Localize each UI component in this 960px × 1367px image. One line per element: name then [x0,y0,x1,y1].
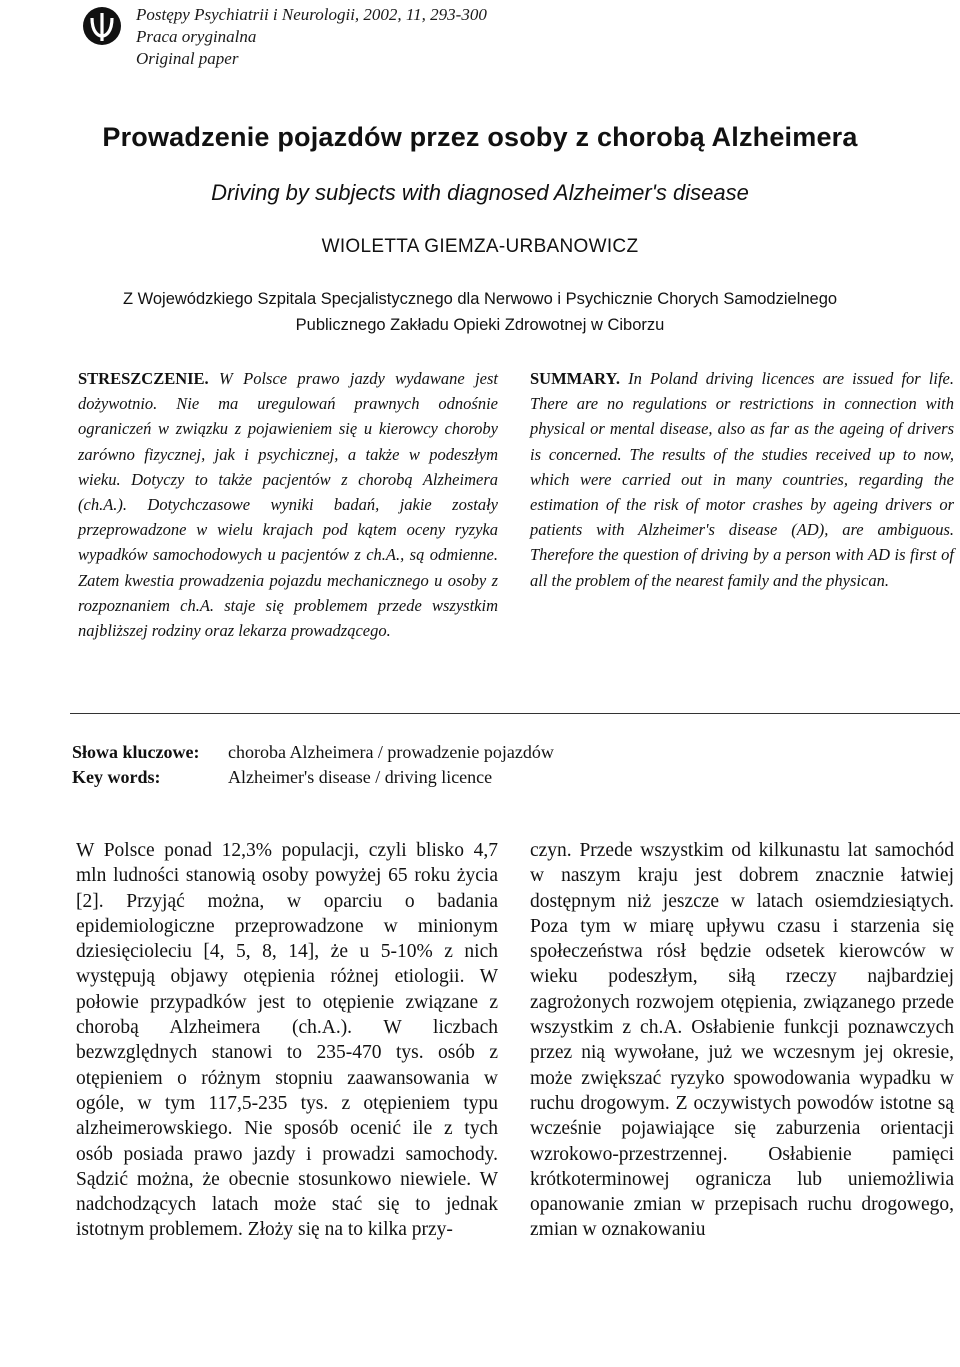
keywords-english-label: Key words: [72,767,161,787]
keywords-polish-label: Słowa kluczowe: [72,742,200,762]
article-subtitle: Driving by subjects with diagnosed Alzheimer's disease [211,180,749,205]
abstract-english-text: In Poland driving licences are issued for life. There are no regulations or restrictions in connection with physical or mental disease, also as far as the ageing of drivers is concerned. The results of the studies received up to now, which were carried out in many countries, regarding the estimation of the risk of motor crashes by ageing drivers or patients with Alzheimer's disease (AD), are ambiguous. Therefore the question of driving by a person with AD is first of all the problem of the nearest family and the physican. [530,369,955,590]
body-column-left: W Polsce ponad 12,3% populacji, czyli blisko 4,7 mln ludności stanowią osoby powyżej 65 roku życia [2]. Przyjąć można, w oparciu o badania epidemiologiczne przeprowadzone w minionym dziesięcioleciu [4, 5, 8, 14], że u 5-10% z nich występują objawy otępienia różnej etiologii. W połowie przypadków jest to otępienie związane z chorobą Alzheimera (ch.A.). W liczbach bezwzględnych stanowi to 235-470 tys. osób z otępieniem o różnym stopniu zaawansowania w ogóle, w tym 117,5-235 tys. z otępieniem typu alzheimerowskiego. Nie sposób ocenić ile z tych osób posiada prawo jazdy i prowadzi samochody. Sądzić można, że obecnie stosunkowo niewiele. W nadchodzących latach może stać się to jednak istotnym problemem. Złoży się na to kilka przy- [76,840,498,1241]
abstract-english-heading: SUMMARY. [530,369,621,388]
abstract-polish [78,366,498,643]
keywords-polish [72,740,554,764]
journal-logo-icon [82,6,122,46]
affiliation [0,286,960,338]
abstract-polish-heading: STRESZCZENIE. [78,369,209,388]
keywords-polish-value: choroba Alzheimera / prowadzenie pojazdów [228,742,554,762]
affiliation-line-1: Z Wojewódzkiego Szpitala Specjalistycznego dla Nerwowo i Psychicznie Chorych Samodzielnego [122,290,838,308]
article-type-en: Original paper [136,49,239,68]
article-type-pl: Praca oryginalna [136,27,257,46]
journal-header [136,4,487,70]
keywords-english [72,765,492,789]
author-name: WIOLETTA GIEMZA-URBANOWICZ [321,236,639,257]
journal-citation: Postępy Psychiatrii i Neurologii, 2002, 11, 293-300 [136,5,487,24]
article-title: Prowadzenie pojazdów przez osoby z chorobą Alzheimera [102,122,858,152]
keywords-english-value: Alzheimer's disease / driving licence [228,767,493,787]
body-column-right: czyn. Przede wszystkim od kilkunastu lat samochód w naszym kraju jest dobrem znacznie łatwiej dostępnym niż jeszcze w latach osiemdziesiątych. Poza tym w miarę upływu czasu i starzenia się społeczeństwa rósł będzie odsetek kierowców w wieku podeszłym, siłą rzeczy najbardziej zagrożonych rozwojem otępienia, związanego przede wszystkim z ch.A. Osłabienie funkcji poznawczych przez nią wywołane, już we wczesnym jej okresie, może zwiększać ryzyko spowodowania wypadku w ruchu drogowym. Z oczywistych powodów istotne są wcześnie pojawiające się zaburzenia orientacji wzrokowo-przestrzennej. Osłabienie pamięci krótkoterminowej ogranicza lub uniemożliwia opanowanie zmian w przepisach ruchu drogowego, zmian w oznakowaniu [530,840,954,1241]
abstract-english [530,366,954,593]
abstract-polish-text: W Polsce prawo jazdy wydawane jest dożywotnio. Nie ma uregulowań prawnych odnośnie ograniczeń w związku z pojawieniem się u kierowcy choroby zarówno fizycznej, jak i psychicznej, a także w podeszłym wieku. Dotyczy to także pacjentów z chorobą Alzheimera (ch.A.). Dotychczasowe wyniki badań, jakie zostały przeprowadzone w wielu krajach pod kątem oceny ryzyka wypadków samochodowych u pacjentów z ch.A., są odmienne. Zatem kwestia prowadzenia pojazdu mechanicznego u osoby z rozpoznaniem ch.A. staje się problemem przede wszystkim najbliższej rodziny oraz lekarza prowadzącego. [78,369,498,641]
affiliation-line-2: Publicznego Zakładu Opieki Zdrowotnej w Ciborzu [295,316,665,334]
section-divider [70,713,960,714]
